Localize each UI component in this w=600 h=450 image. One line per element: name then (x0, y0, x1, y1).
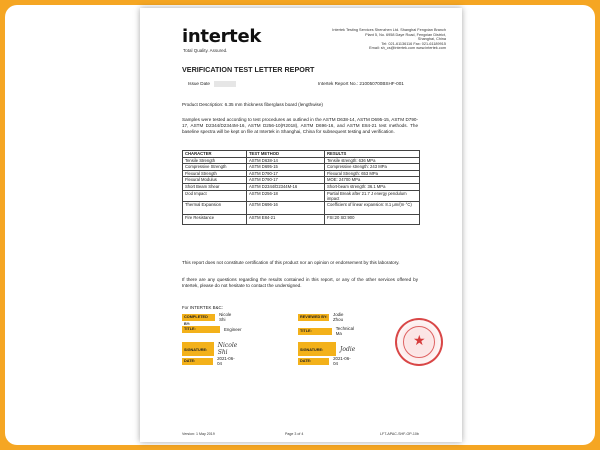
column-header: TEST METHOD (247, 151, 325, 158)
table-cell: ASTM D790-17 (247, 170, 325, 177)
title-label: TITLE: (182, 326, 220, 333)
date-value: 2021-06-04 (333, 356, 351, 366)
address-line: Plant 5, No. 6958 Daye Road, Fengxian District, (365, 32, 446, 37)
table-cell: Partial Break after 21.7 J energy pendulum impact (325, 190, 420, 201)
table-cell: Tensile strength: 636 MPa (325, 157, 420, 164)
issue-date (188, 81, 236, 87)
table-cell: Compressive Strength (183, 164, 247, 171)
title-label: TITLE: (298, 328, 332, 335)
reviewed-by-label: REVIEWED BY: (300, 314, 328, 319)
table-cell: ASTM D696-16 (247, 201, 325, 214)
footer-version: Version: 1 May 2019 (182, 432, 215, 436)
table-row (183, 214, 420, 225)
results-table (182, 150, 420, 225)
date-row (298, 356, 351, 366)
table-row (183, 190, 420, 201)
table-cell: MOE: 24700 MPa (325, 177, 420, 184)
table-row (183, 170, 420, 177)
table-cell: Flexural Strength (183, 170, 247, 177)
logo-tagline: Total Quality. Assured. (183, 48, 228, 53)
handwritten-signature: Nicole Shi (217, 342, 238, 356)
table-cell: Coefficient of linear expansion: 8.1 μm/(m·°C) (325, 201, 420, 214)
table-row (183, 201, 420, 214)
footer-code: LFT-APAC-SHF-OP-10b (380, 432, 419, 436)
signature-row (298, 342, 355, 356)
table-row (183, 157, 420, 164)
address-line: Shanghai, China (417, 37, 446, 42)
table-cell: Short-beam strength: 36.1 MPa (325, 183, 420, 190)
table-cell: ASTM D2344/D2344M-16 (247, 183, 325, 190)
table-cell: Short Beam Shear (183, 183, 247, 190)
address-line: Intertek Testing Services Shenzhen Ltd. Shanghai Fengxian Branch (332, 28, 446, 32)
column-header: RESULTS (325, 151, 420, 158)
table-cell: Izod Impact (183, 190, 247, 201)
handwritten-signature: Jodie (340, 345, 356, 353)
table-cell: Fire Resistance (183, 214, 247, 225)
table-cell: ASTM D256-18 (247, 190, 325, 201)
date-label: DATE: (298, 358, 329, 365)
table-cell: Compressive strength: 243 MPa (325, 164, 420, 171)
date-value: 2021-06-04 (217, 356, 235, 366)
issue-date-label: Issue Date (188, 81, 210, 87)
table-row (183, 164, 420, 171)
table-cell: ASTM E84-21 (247, 214, 325, 225)
date-label: DATE: (182, 358, 213, 365)
title-row (298, 326, 358, 336)
redacted-date (214, 81, 236, 87)
table-row (183, 177, 420, 184)
title-value: Engineer (224, 327, 242, 332)
disclaimer-paragraph: This report does not constitute certification of this product nor an opinion or endorsement by this laboratory. (182, 260, 400, 265)
footer-page: Page 3 of 4 (285, 432, 304, 436)
table-cell: Thermal Expansion (183, 201, 247, 214)
table-cell: FSI:20 SD:900 (325, 214, 420, 225)
column-header: CHARACTER (183, 151, 247, 158)
signature-label: SIGNATURE: (298, 342, 336, 356)
table-cell: Tensile Strength (183, 157, 247, 164)
completed-by-name: Nicole Shi (219, 312, 232, 322)
table-cell: ASTM D790-17 (247, 177, 325, 184)
table-cell: Flexural Modulus (183, 177, 247, 184)
samples-paragraph: Samples were tested according to test procedures as outlined in the ASTM D638-14, ASTM D695-15, ASTM D790-17, ASTM D2344/D2344M-16, ASTM D256-10(R2018), ASTM D696-16, and ASTM E84-21 test methods. The baseline spectra will be kept on file at Intertek in Shanghai, China for subsequent testing and verification. (182, 117, 418, 134)
contact-paragraph: If there are any questions regarding the results contained in this report, or any of the other services offered by Intertek, please do not hesitate to contact the undersigned. (182, 277, 418, 288)
report-number: Intertek Report No.: 210050700BSHF-001 (318, 81, 404, 86)
date-row (182, 356, 235, 366)
title-value: Technical Ma (335, 326, 355, 336)
title-row (182, 326, 242, 333)
table-header-row (183, 151, 420, 158)
product-description: Product Description: 6.35 mm thickness fiberglass board (lengthwise) (182, 102, 323, 107)
address-line: Email: sh_cs@intertek.com www.intertek.com (369, 46, 446, 51)
signature-label: SIGNATURE: (182, 342, 214, 356)
intertek-logo: intertek (182, 26, 262, 47)
reviewed-by-row (298, 312, 351, 322)
company-seal-stamp (395, 318, 443, 366)
address-line: Tel: 021-61136116 Fax: 021-61189915 (381, 41, 446, 46)
table-cell: ASTM D638-14 (247, 157, 325, 164)
signature-row (182, 342, 244, 356)
table-cell: ASTM D695-15 (247, 164, 325, 171)
for-intertek-label: For INTERTEK B&C: (182, 305, 223, 310)
table-cell: Flexural Strength: 653 MPa (325, 170, 420, 177)
report-document (140, 8, 462, 442)
completed-by-row (182, 312, 236, 326)
report-title: VERIFICATION TEST LETTER REPORT (182, 65, 315, 74)
reviewed-by-name: Jodie Zhou (333, 312, 344, 322)
star-icon: ★ (413, 332, 426, 348)
completed-by-label: COMPLETED BY: (182, 314, 215, 321)
table-row (183, 183, 420, 190)
lab-address (318, 28, 446, 51)
